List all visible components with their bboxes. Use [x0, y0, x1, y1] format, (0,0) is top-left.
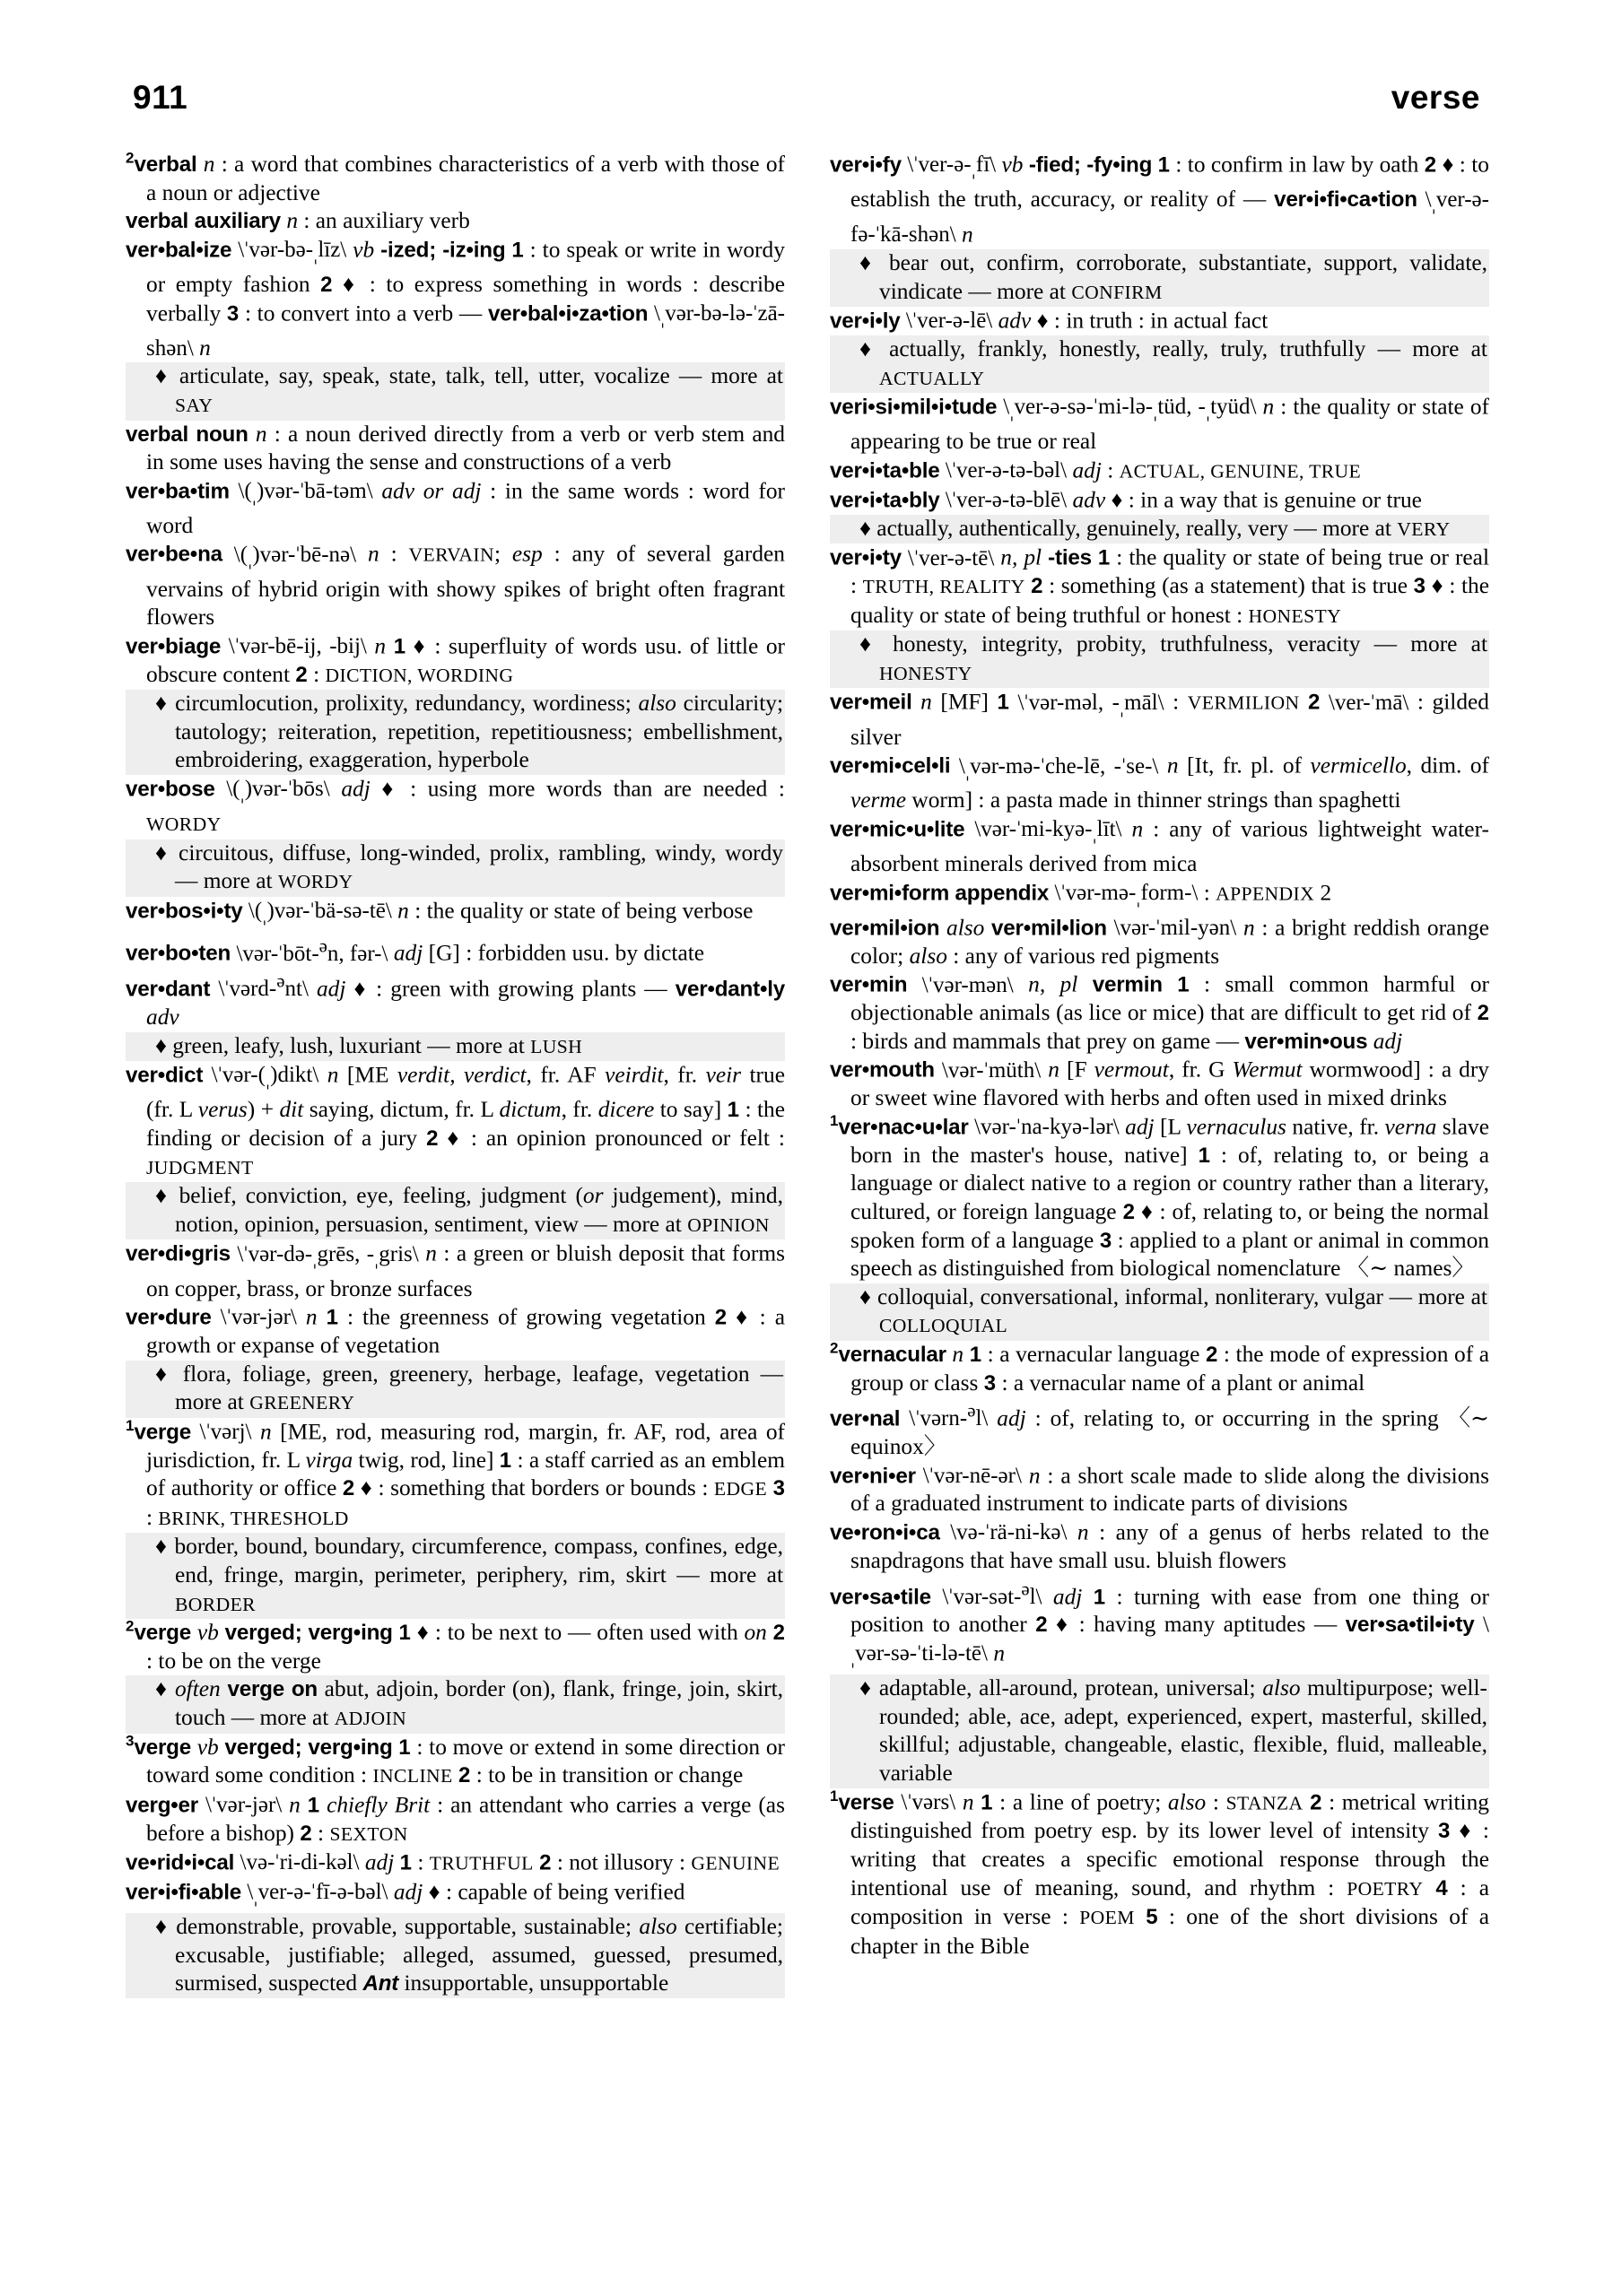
- entry-veronica: ve•ron•i•ca \və-ˈrä-ni-kə\ n : any of a genus of herbs related to the snapdragons that have small usu. bluish flowers: [830, 1519, 1489, 1573]
- synonym-block-verbalize: ♦ articulate, say, speak, state, talk, tell, utter, vocalize — more at SAY: [126, 362, 785, 420]
- entry-veridical: ve•rid•i•cal \və-ˈri-di-kəl\ adj 1 : TRUTHFUL 2 : not illusory : GENUINE: [126, 1849, 780, 1875]
- entry-vermouth: ver•mouth \vər-ˈmüth\ n [F vermout, fr. G Wermut wormwood] : a dry or sweet wine flavored with herbs and often used in mixed drinks: [830, 1057, 1489, 1111]
- entry-verbose: ver•bose $\backslash(_ˌ)vər-ˈbōs\backslash$ adj ♦ : using more words than are needed : WORDY: [126, 776, 785, 836]
- entry-verbiage: ver•biage \ˈvər-bē-ij, -bij\ n 1 ♦ : superfluity of words usu. of little or obscure content 2 : DICTION, WORDING: [126, 633, 785, 687]
- column-container: [126, 151, 1489, 1998]
- synonym-block-vernacular: ♦ colloquial, conversational, informal, nonliterary, vulgar — more at COLLOQUIAL: [830, 1283, 1489, 1341]
- entry-verger: verg•er \ˈvər-jər\ n 1 chiefly Brit : an attendant who carries a verge (as before a bishop) 2 : SEXTON: [126, 1792, 785, 1846]
- entry-vermiform-appendix: ver•mi•form appendix $\backslash ˈvər-mə-_ˌform-\backslash$ : APPENDIX 2: [830, 880, 1332, 909]
- page-number: 911: [133, 79, 188, 116]
- entry-verily: ver•i•ly \ˈver-ə-lē\ adv ♦ : in truth : in actual fact: [830, 308, 1269, 334]
- entry-vernacular-1: $^1$ver•nac•u•lar \vər-ˈna-kyə-lər\ adj [L vernaculus native, fr. verna slave born in the master's house, native] 1 : of, relating to, or being a language or dialect native to a region or country rather than a literary, cultured, or foreign language 2 ♦ : of, relating to, or being the normal spoken form of a language 3 : applied to a plant or animal in common speech as distinguished from biological nomenclature 〈∼ names〉: [830, 1111, 1490, 1282]
- entry-verbal-2: $^2$verbal n : a word that combines characteristics of a verb with those of a noun or adjective: [126, 149, 785, 205]
- entry-verify: ver•i•fy $\backslash ˈver-ə-_ˌfī\backslash$ vb -fied; -fy•ing 1 : to confirm in law by oath 2 ♦ : to establish the truth, accuracy, or reality of — ver•i•fi•ca•tion $\backslash_ˌver-ə-fə-ˈkā-shən\backslash$ n: [830, 152, 1489, 248]
- entry-vermin: ver•min \ˈvər-mən\ n, pl vermin 1 : small common harmful or objectionable animals (as lice or mice) that are difficult to get rid of 2 : birds and mammals that prey on game — ver•min•ous adj: [830, 971, 1490, 1054]
- entry-veritably: ver•i•ta•bly \ˈver-ə-tə-blē\ adv ♦ : in a way that is genuine or true: [830, 487, 1422, 513]
- entry-verse-1: $^1$verse \ˈvərs\ n 1 : a line of poetry; also : STANZA 2 : metrical writing distinguished from poetry esp. by its lower level of intensity 3 ♦ : writing that creates a specific emotional response through the intentional use of meaning, sound, and rhythm : POETRY 4 : a composition in verse : POEM 5 : one of the short divisions of a chapter in the Bible: [830, 1787, 1490, 1959]
- synonym-block-veritably: ♦ actually, authentically, genuinely, really, very — more at VERY: [830, 515, 1489, 544]
- entry-verge-1: $^1$verge \ˈvərj\ n [ME, rod, measuring rod, margin, fr. AF, rod, area of jurisdiction, fr. L virga twig, rod, line] 1 : a staff carried as an emblem of authority or office 2 ♦ : something that borders or bounds : EDGE 3 : BRINK, THRESHOLD: [126, 1416, 785, 1530]
- right-column: [830, 151, 1489, 1998]
- entry-vermiculite: ver•mic•u•lite $\backslash vər-ˈmi-kyə-_ˌlīt\backslash$ n : any of various lightweight water-absorbent minerals derived from mica: [830, 816, 1489, 877]
- entry-verdure: ver•dure \ˈvər-jər\ n 1 : the greenness of growing vegetation 2 ♦ : a growth or expanse of vegetation: [126, 1304, 786, 1358]
- synonym-block-verily: ♦ actually, frankly, honestly, really, truly, truthfully — more at ACTUALLY: [830, 335, 1489, 393]
- synonym-block-versatile: ♦ adaptable, all-around, protean, universal; also multipurpose; well-rounded; able, ace, adept, experienced, expert, masterful, skilled, skillful; adjustable, changeable, elastic, flexible, fluid, malleable, variable: [830, 1674, 1489, 1787]
- entry-verity: ver•i•ty \ˈver-ə-tē\ n, pl -ties 1 : the quality or state of being true or real : TRUTH, REALITY 2 : something (as a statement) that is true 3 ♦ : the quality or state of being truthful or honest : HONESTY: [830, 544, 1490, 628]
- entry-verbatim: ver•ba•tim $\backslash(_ˌ)vər-ˈbā-təm\backslash$ adv or adj : in the same words : word for word: [126, 477, 785, 538]
- synonym-block-verdant: ♦ green, leafy, lush, luxuriant — more at LUSH: [126, 1032, 785, 1062]
- left-column: [126, 151, 785, 1998]
- synonym-block-verbose: ♦ circuitous, diffuse, long-winded, prolix, rambling, windy, wordy — more at WORDY: [126, 839, 785, 897]
- synonym-block-verge-1: ♦ border, bound, boundary, circumference, compass, confines, edge, end, fringe, margin, perimeter, periphery, rim, skirt — more at BORDER: [126, 1533, 785, 1619]
- entry-verbal-noun: verbal noun n : a noun derived directly from a verb or verb stem and in some uses having the sense and constructions of a verb: [126, 421, 785, 475]
- entry-verbosity: ver•bos•i•ty $\backslash(_ˌ)vər-ˈbä-sə-tē\backslash$ n : the quality or state of being verbose: [126, 898, 754, 927]
- synonym-block-verdure: ♦ flora, foliage, green, greenery, herbage, leafage, vegetation — more at GREENERY: [126, 1361, 785, 1418]
- entry-verdict: ver•dict $\backslash ˈvər-(_ˌ)dikt\backslash$ n [ME verdit, verdict, fr. AF veirdit, fr. veir true (fr. L verus) + dit saying, dictum, fr. L dictum, fr. dicere to say] 1 : the finding or decision of a jury 2 ♦ : an opinion pronounced or felt : JUDGMENT: [126, 1062, 785, 1178]
- entry-vermicelli: ver•mi•cel•li $\backslash_ˌvər-mə-ˈche-lē$, -ˈse-\ n [It, fr. pl. of vermicello, dim. of verme worm] : a pasta made in thinner strings than spaghetti: [830, 752, 1489, 813]
- entry-verifiable: ver•i•fi•able $\backslash_ˌver-ə-ˈfī-ə-bəl\backslash$ adj ♦ : capable of being verified: [126, 1879, 685, 1909]
- synonym-block-verify: ♦ bear out, confirm, corroborate, substantiate, support, validate, vindicate — more at CONFIRM: [830, 249, 1489, 307]
- entry-verisimilitude: veri•si•mil•i•tude $\backslash_ˌver-ə-sə-ˈmi-lə-_ˌtüd$, $-_ˌtyüd\backslash$ n : the quality or state of appearing to be true or real: [830, 394, 1489, 455]
- entry-veritable: ver•i•ta•ble \ˈver-ə-tə-bəl\ adj : ACTUAL, GENUINE, TRUE: [830, 457, 1362, 483]
- entry-verbalize: ver•bal•ize $\backslash ˈvər-bə-_ˌlīz\backslash$ vb -ized; -iz•ing 1 : to speak or write in wordy or empty fashion 2 ♦ : to express something in words : describe verbally 3 : to convert into a verb — ver•bal•i•za•tion $\backslash_ˌvər-bə-lə-ˈzā-shən\backslash$ n: [126, 237, 786, 361]
- running-head: [133, 79, 1480, 120]
- entry-vernal: ver•nal \ˈvərn-$^ə$l\ adj : of, relating to, or occurring in the spring 〈∼ equinox〉: [830, 1400, 1489, 1460]
- entry-vernier: ver•ni•er \ˈvər-nē-ər\ n : a short scale made to slide along the divisions of a graduated instrument to indicate parts of divisions: [830, 1462, 1489, 1517]
- synonym-block-verdict: ♦ belief, conviction, eye, feeling, judgment (or judgement), mind, notion, opinion, persuasion, sentiment, view — more at OPINION: [126, 1182, 785, 1239]
- entry-vernacular-2: $^2$vernacular n 1 : a vernacular language 2 : the mode of expression of a group or class 3 : a vernacular name of a plant or animal: [830, 1339, 1489, 1396]
- entry-vermilion: ver•mil•ion also ver•mil•lion \vər-ˈmil-yən\ n : a bright reddish orange color; also : any of various red pigments: [830, 915, 1489, 969]
- synonym-block-verge-2: ♦ often verge on abut, adjoin, border (on), flank, fringe, join, skirt, touch — more at ADJOIN: [126, 1675, 785, 1733]
- entry-verbal-auxiliary: verbal auxiliary n : an auxiliary verb: [126, 208, 470, 234]
- entry-verge-2: $^2$verge vb verged; verg•ing 1 ♦ : to be next to — often used with on 2 : to be on the verge: [126, 1617, 785, 1674]
- synonym-block-verifiable: ♦ demonstrable, provable, supportable, sustainable; also certifiable; excusable, justifiable; alleged, assumed, guessed, presumed, surmised, suspected Ant insupportable, unsupportable: [126, 1913, 785, 1998]
- entry-verboten: ver•bo•ten \vər-ˈbōt-$^ə$n, fər-\ adj [G] : forbidden usu. by dictate: [126, 935, 705, 966]
- synonym-block-verbiage: ♦ circumlocution, prolixity, redundancy, wordiness; also circularity; tautology; reiteration, repetition, repetitiousness; embellishment, embroidering, exaggeration, hyperbole: [126, 690, 785, 775]
- entry-vermeil: ver•meil n [MF] 1 \ˈvər-məl, $-_ˌmāl\backslash$ : VERMILION 2 \ver-ˈmā\ : gilded silver: [830, 689, 1489, 750]
- entry-verge-3: $^3$verge vb verged; verg•ing 1 : to move or extend in some direction or toward some condition : INCLINE 2 : to be in transition or change: [126, 1732, 785, 1788]
- entry-versatile: ver•sa•tile \ˈvər-sət-$^ə$l\ adj 1 : turning with ease from one thing or position to another 2 ♦ : having many aptitudes — ver•sa•til•i•ty $\backslash_ˌvər-sə-ˈti-lə-tē\backslash$ n: [830, 1578, 1489, 1670]
- synonym-block-verity: ♦ honesty, integrity, probity, truthfulness, veracity — more at HONESTY: [830, 631, 1489, 688]
- guide-word: verse: [1391, 79, 1480, 116]
- entry-verdigris: ver•di•gris $\backslash ˈvər-də-_ˌgrēs$, $-_ˌgris\backslash$ n : a green or bluish deposit that forms on copper, brass, or bronze surfaces: [126, 1240, 786, 1301]
- entry-verbena: ver•be•na $\backslash(_ˌ)vər-ˈbē-nə\backslash$ n : VERVAIN; esp : any of several garden vervains of hybrid origin with showy spikes of bright often fragrant flowers: [126, 541, 785, 631]
- entry-verdant: ver•dant \ˈvərd-$^ə$nt\ adj ♦ : green with growing plants — ver•dant•ly adv: [126, 970, 786, 1031]
